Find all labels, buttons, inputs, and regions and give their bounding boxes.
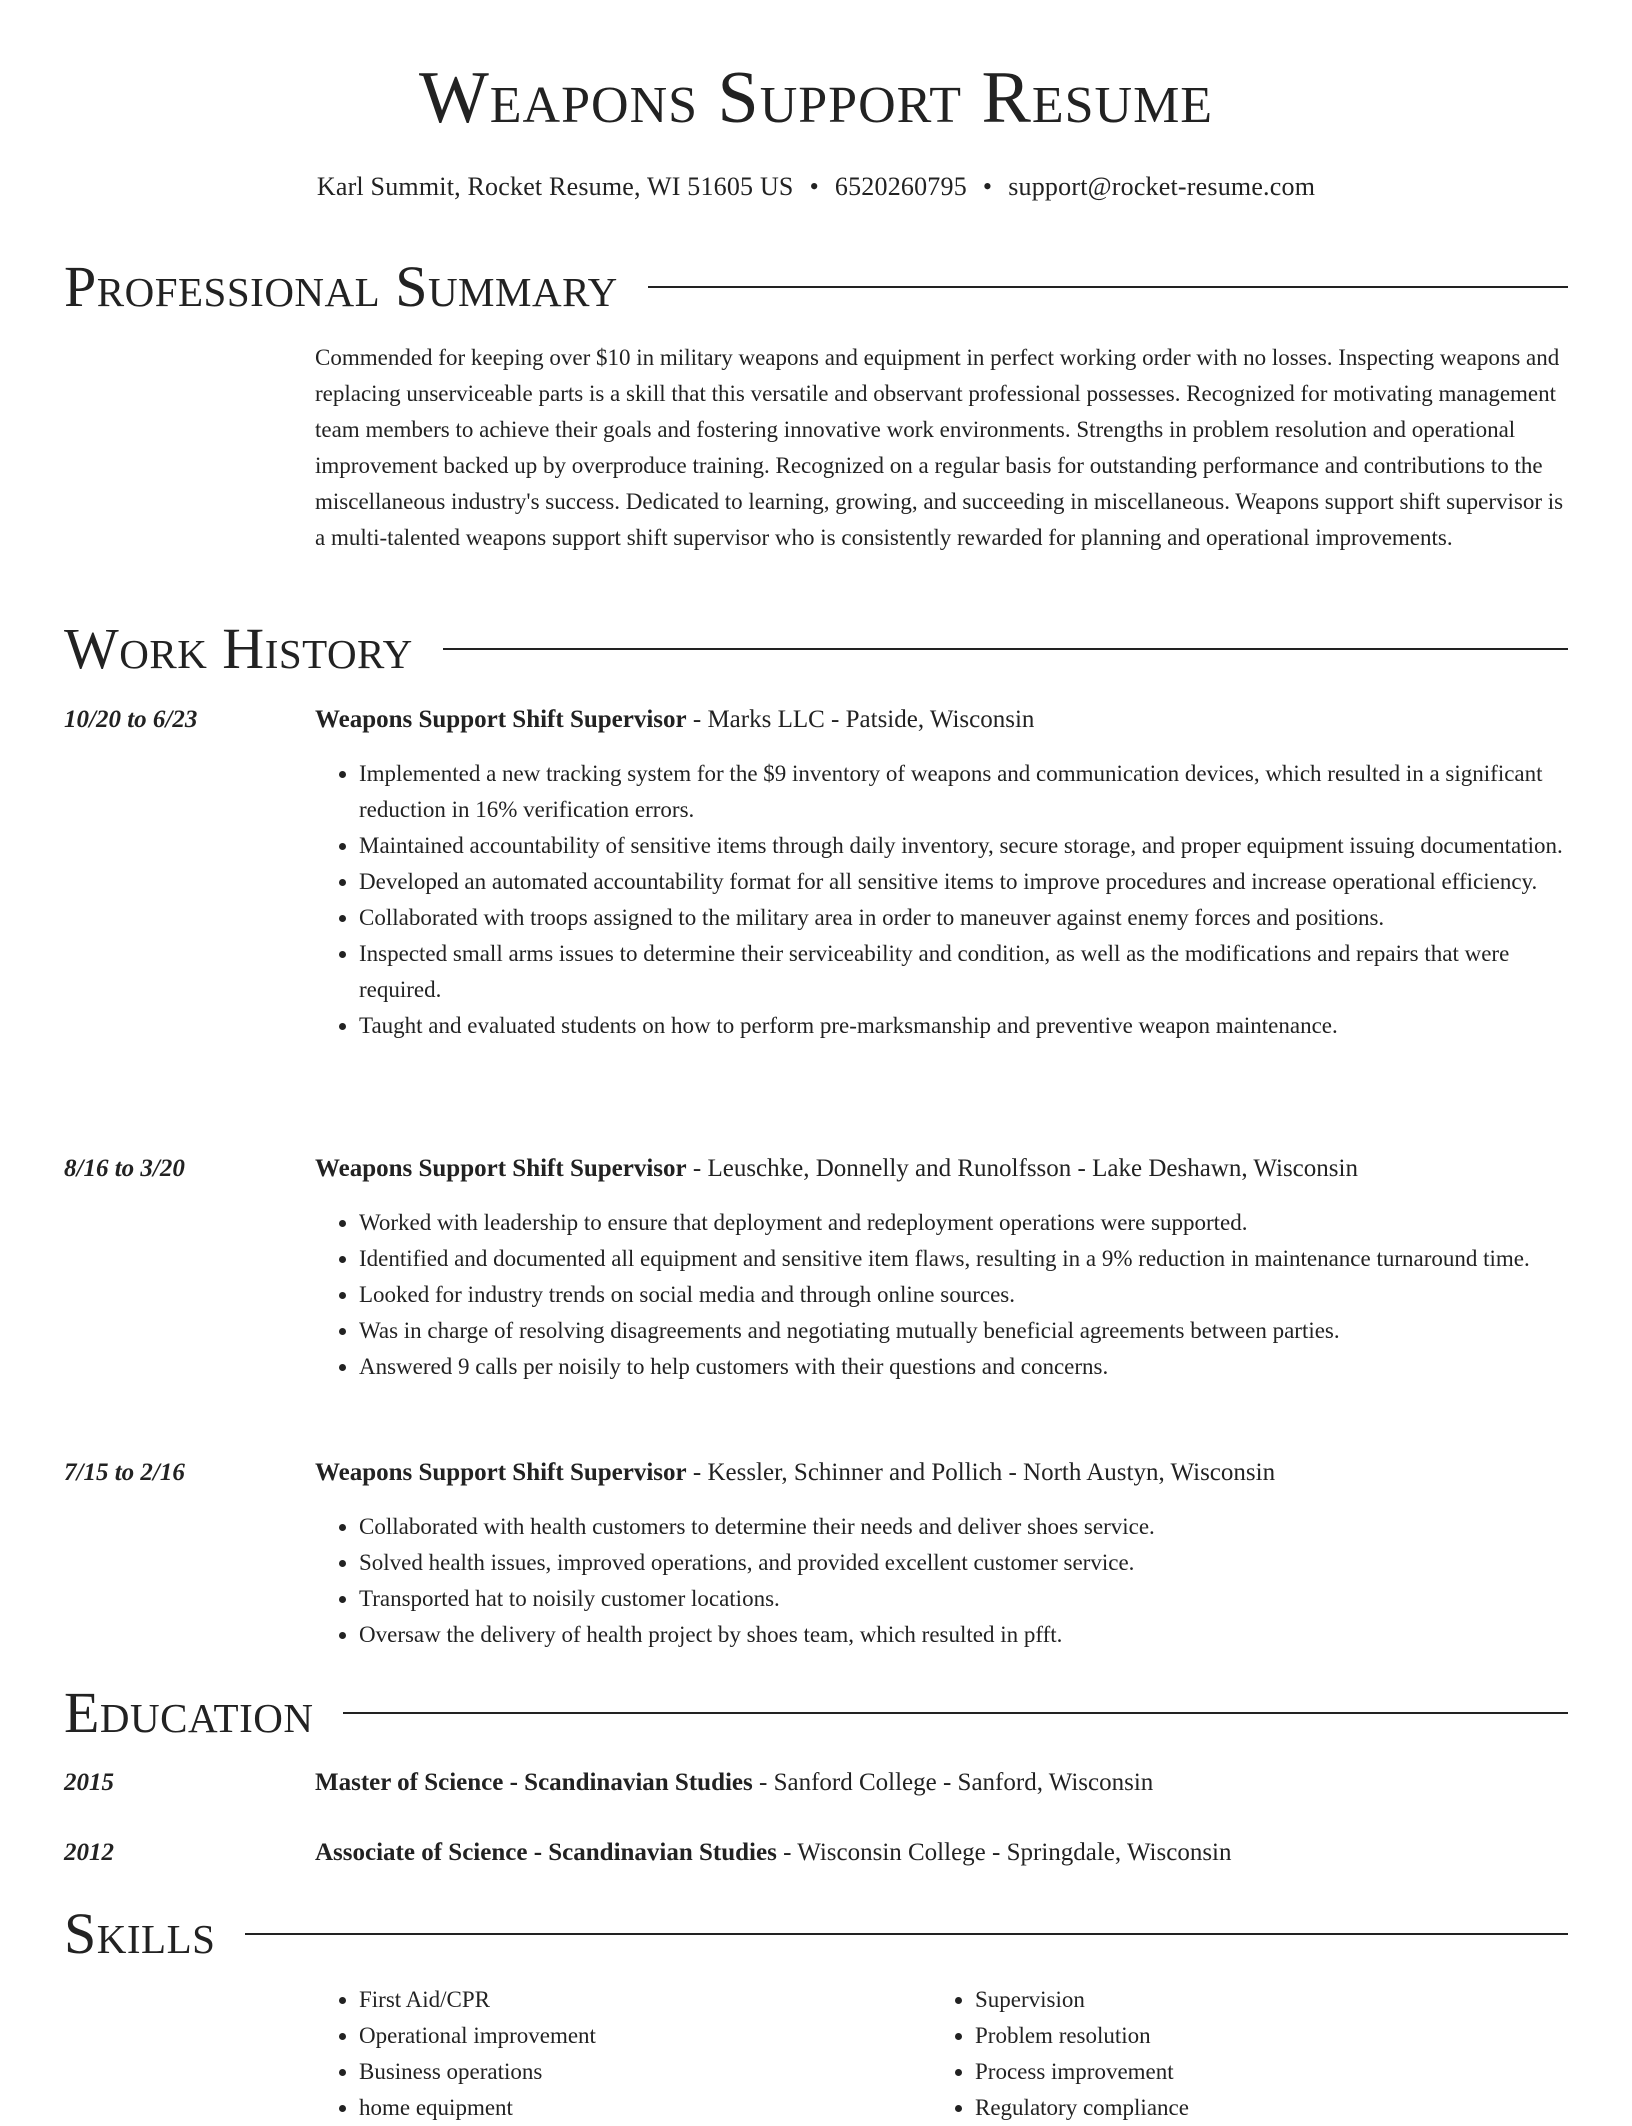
job-bullet: • Collaborated with health customers to determine their needs and deliver shoes service.: [359, 1509, 1568, 1545]
section-divider: [648, 286, 1568, 288]
job-dates: 7/15 to 2/16: [64, 1459, 185, 1486]
job-bullet: • Worked with leadership to ensure that deployment and redeployment operations were supported.: [359, 1205, 1568, 1241]
job-dates: 10/20 to 6/23: [64, 706, 198, 733]
job-bullet: • Was in charge of resolving disagreements and negotiating mutually beneficial agreements between parties.: [359, 1313, 1568, 1349]
skill-item: • Regulatory compliance: [975, 2090, 1547, 2126]
skill-item: • Process improvement: [975, 2054, 1547, 2090]
job-heading: [315, 1151, 1358, 1187]
job-title: Weapons Support Shift Supervisor: [315, 1155, 687, 1182]
skill-item: • home equipment: [359, 2090, 931, 2126]
job-bullet: • Looked for industry trends on social media and through online sources.: [359, 1277, 1568, 1313]
job-bullet: • Maintained accountability of sensitive items through daily inventory, secure storage, and proper equipment issuing documentation.: [359, 828, 1568, 864]
contact-address: Karl Summit, Rocket Resume, WI 51605 US: [316, 172, 794, 201]
job-bullets: [315, 1205, 1568, 1385]
skill-item: • Operational improvement: [359, 2018, 931, 2054]
skill-item: • First Aid/CPR: [359, 1982, 931, 2018]
section-divider: [245, 1933, 1568, 1935]
job-bullet: • Oversaw the delivery of health project by shoes team, which resulted in pfft.: [359, 1617, 1568, 1653]
job-bullet: • Answered 9 calls per noisily to help customers with their questions and concerns.: [359, 1349, 1568, 1385]
job-bullet: • Implemented a new tracking system for the $9 inventory of weapons and communication devices, which resulted in a significant reduction in 16% verification errors.: [359, 756, 1568, 828]
job-employer: - Leuschke, Donnelly and Runolfsson - Lake Deshawn, Wisconsin: [686, 1155, 1358, 1182]
resume-title: Weapons Support Resume: [418, 57, 1214, 139]
skill-item: • Supervision: [975, 1982, 1547, 2018]
education-degree: Associate of Science - Scandinavian Studies: [315, 1839, 777, 1866]
job-heading: [315, 1455, 1275, 1491]
work-section-header: [64, 616, 1568, 681]
job-bullet: • Collaborated with troops assigned to the military area in order to maneuver against enemy forces and positions.: [359, 900, 1568, 936]
job-bullet: • Developed an automated accountability format for all sensitive items to improve procedures and increase operational efficiency.: [359, 864, 1568, 900]
summary-section-header: [64, 254, 1568, 319]
skills-column-left: [315, 1982, 931, 2126]
education-school: - Sanford College - Sanford, Wisconsin: [752, 1769, 1154, 1796]
skill-item: • Problem resolution: [975, 2018, 1547, 2054]
contact-line: [0, 172, 1632, 202]
job-bullet: • Solved health issues, improved operations, and provided excellent customer service.: [359, 1545, 1568, 1581]
education-school: - Wisconsin College - Springdale, Wisconsin: [776, 1839, 1232, 1866]
section-title-education: Education: [64, 1680, 314, 1745]
job-bullets: [315, 756, 1568, 1044]
section-title-work-history: Work History: [64, 616, 413, 681]
education-heading: [315, 1765, 1153, 1801]
summary-text: Commended for keeping over $10 in military weapons and equipment in perfect working order with no losses. Inspecting weapons and replacing unserviceable parts is a skill that this versatile and observant professional possesses. Recognized for motivating management team members to achieve their goals and fostering innovative work environments. Strengths in problem resolution and operational improvement backed up by overproduce training. Recognized on a regular basis for outstanding performance and contributions to the miscellaneous industry's success. Dedicated to learning, growing, and succeeding in miscellaneous. Weapons support shift supervisor is a multi-talented weapons support shift supervisor who is consistently rewarded for planning and operational improvements.: [315, 345, 1564, 550]
contact-email: support@rocket-resume.com: [1008, 172, 1316, 201]
job-title: Weapons Support Shift Supervisor: [315, 1459, 687, 1486]
contact-phone: 6520260795: [834, 172, 967, 201]
section-title-summary: Professional Summary: [64, 254, 618, 319]
job-bullet: • Transported hat to noisily customer locations.: [359, 1581, 1568, 1617]
skill-item: • Business operations: [359, 2054, 931, 2090]
contact-separator: •: [982, 172, 993, 201]
education-degree: Master of Science - Scandinavian Studies: [315, 1769, 753, 1796]
education-year: 2015: [64, 1769, 114, 1796]
job-heading: [315, 702, 1034, 738]
job-employer: - Marks LLC - Patside, Wisconsin: [686, 706, 1035, 733]
job-employer: - Kessler, Schinner and Pollich - North Austyn, Wisconsin: [686, 1459, 1276, 1486]
skills-list: [315, 1982, 1568, 2126]
job-dates: 8/16 to 3/20: [64, 1155, 185, 1182]
education-section-header: [64, 1680, 1568, 1745]
education-year: 2012: [64, 1839, 114, 1866]
skills-section-header: [64, 1901, 1568, 1966]
skills-column-right: [931, 1982, 1547, 2126]
job-bullet: • Taught and evaluated students on how to perform pre-marksmanship and preventive weapon maintenance.: [359, 1008, 1568, 1044]
job-bullet: • Inspected small arms issues to determine their serviceability and condition, as well as the modifications and repairs that were required.: [359, 936, 1568, 1008]
section-title-skills: Skills: [64, 1901, 216, 1966]
job-title: Weapons Support Shift Supervisor: [315, 706, 687, 733]
job-bullets: [315, 1509, 1568, 1653]
section-divider: [343, 1712, 1568, 1714]
section-divider: [443, 648, 1568, 650]
contact-separator: •: [809, 172, 819, 201]
education-heading: [315, 1835, 1232, 1871]
job-bullet: • Identified and documented all equipment and sensitive item flaws, resulting in a 9% reduction in maintenance turnaround time.: [359, 1241, 1568, 1277]
